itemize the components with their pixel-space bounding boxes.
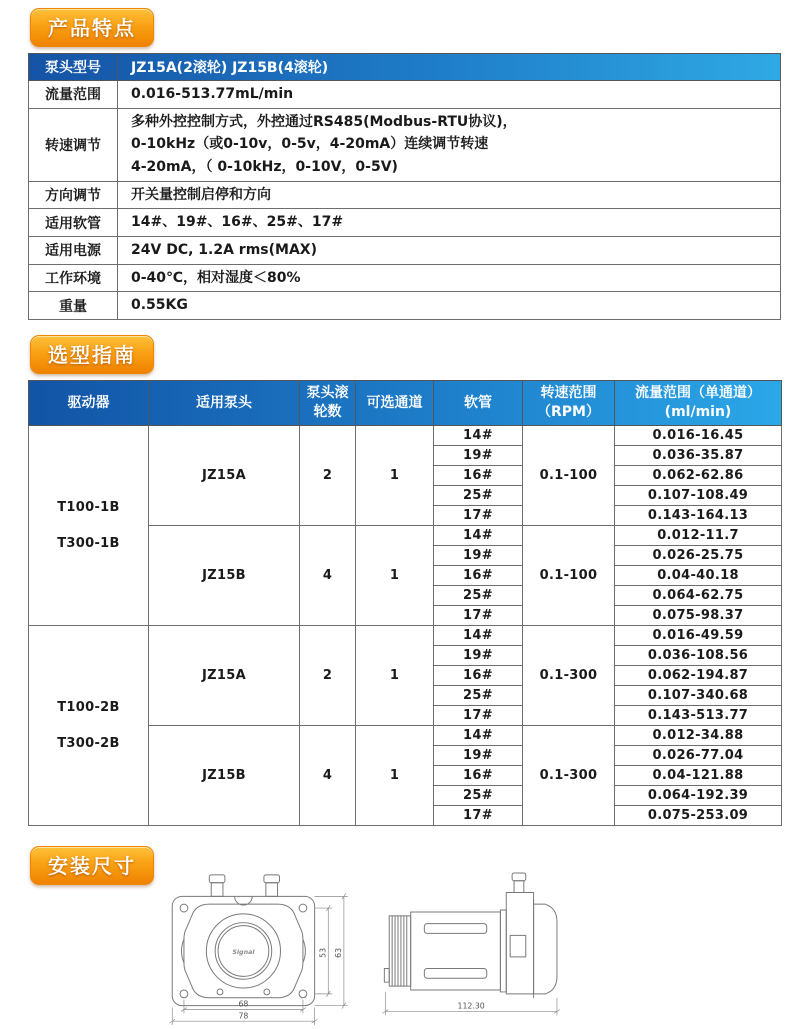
- column-header: [523, 381, 615, 426]
- spec-label: 方向调节: [29, 181, 118, 209]
- cell-tubing: 16#: [434, 566, 523, 586]
- spec-value-line: 14#、19#、16#、25#、17#: [131, 214, 344, 231]
- spec-label: 流量范围: [29, 81, 118, 109]
- cell-rollers: 4: [300, 726, 356, 826]
- cell-flow: 0.143-164.13: [615, 506, 782, 526]
- cell-flow: 0.075-253.09: [615, 806, 782, 826]
- spec-value: [118, 264, 781, 292]
- features-row: [29, 237, 781, 265]
- port-cap-icon: [264, 875, 280, 883]
- port-stem-icon: [266, 883, 278, 897]
- driver-line: T100-2B: [57, 700, 120, 716]
- column-header: [300, 381, 356, 426]
- cell-tubing: 17#: [434, 806, 523, 826]
- cell-tubing: 16#: [434, 666, 523, 686]
- cell-rollers: 4: [300, 526, 356, 626]
- cell-flow: 0.064-192.39: [615, 786, 782, 806]
- spec-value: [118, 292, 781, 320]
- section-badge-features: 产品特点: [30, 8, 154, 47]
- selection-table: [28, 380, 782, 826]
- cell-rollers: 2: [300, 426, 356, 526]
- cell-flow: 0.026-25.75: [615, 546, 782, 566]
- spec-value: [118, 108, 781, 181]
- cell-driver: [29, 426, 149, 626]
- spec-value: [118, 237, 781, 265]
- spec-label: 适用电源: [29, 237, 118, 265]
- cell-flow: 0.107-340.68: [615, 686, 782, 706]
- cell-tubing: 16#: [434, 466, 523, 486]
- selection-header-row: [29, 381, 782, 426]
- dimension-label: 78: [238, 1011, 249, 1021]
- features-header-row: [29, 54, 781, 81]
- cell-tubing: 19#: [434, 446, 523, 466]
- column-header-line: 软管: [464, 394, 492, 411]
- features-row: [29, 181, 781, 209]
- cell-tubing: 14#: [434, 526, 523, 546]
- spec-value-line: 0.016-513.77mL/min: [131, 86, 294, 102]
- port-stem-icon: [211, 883, 223, 897]
- cell-flow: 0.107-108.49: [615, 486, 782, 506]
- column-header: [29, 381, 149, 426]
- cell-tubing: 17#: [434, 706, 523, 726]
- cell-tubing: 25#: [434, 586, 523, 606]
- cell-flow: 0.04-40.18: [615, 566, 782, 586]
- column-header: [434, 381, 523, 426]
- dimension-label: 112.30: [457, 1001, 485, 1011]
- spec-value: JZ15A(2滚轮) JZ15B(4滚轮): [118, 54, 781, 81]
- cell-tubing: 25#: [434, 686, 523, 706]
- port-cap-icon: [209, 875, 225, 883]
- installation-drawings: [158, 871, 800, 1029]
- cell-flow: 0.064-62.75: [615, 586, 782, 606]
- spec-label: 转速调节: [29, 108, 118, 181]
- cell-flow: 0.016-16.45: [615, 426, 782, 446]
- column-header-line: 驱动器: [67, 394, 110, 411]
- cell-pump: JZ15A: [149, 426, 300, 526]
- cell-flow: 0.026-77.04: [615, 746, 782, 766]
- cell-tubing: 19#: [434, 546, 523, 566]
- cell-rollers: 2: [300, 626, 356, 726]
- side-view-drawing: [377, 871, 577, 1029]
- cell-channels: 1: [356, 426, 434, 526]
- cell-driver: [29, 626, 149, 826]
- cell-tubing: 17#: [434, 506, 523, 526]
- features-row: [29, 81, 781, 109]
- cell-channels: 1: [356, 526, 434, 626]
- spec-value-line: 多种外控控制方式，外控通过RS485(Modbus-RTU协议)，: [131, 113, 517, 130]
- spec-value-line: 24V DC, 1.2A rms(MAX): [131, 242, 317, 259]
- cell-tubing: 14#: [434, 426, 523, 446]
- cell-flow: 0.012-11.7: [615, 526, 782, 546]
- column-header: [149, 381, 300, 426]
- features-row: [29, 209, 781, 237]
- dimension-label: 68: [238, 999, 249, 1009]
- pump-head-side: [534, 904, 557, 994]
- cell-flow: 0.016-49.59: [615, 626, 782, 646]
- spec-label: 泵头型号: [29, 54, 118, 81]
- spec-label: 适用软管: [29, 209, 118, 237]
- spec-value-line: 4-20mA，（ 0-10kHz，0-10V，0-5V): [131, 159, 398, 176]
- cell-tubing: 16#: [434, 766, 523, 786]
- spec-value: [118, 209, 781, 237]
- cell-pump: JZ15B: [149, 526, 300, 626]
- cell-flow: 0.062-62.86: [615, 466, 782, 486]
- spec-value: [118, 81, 781, 109]
- driver-line: T300-1B: [57, 535, 120, 551]
- cell-flow: 0.036-35.87: [615, 446, 782, 466]
- cell-flow: 0.143-513.77: [615, 706, 782, 726]
- brand-logo: Signal: [232, 948, 255, 956]
- section-badge-dimensions: 安装尺寸: [30, 846, 154, 885]
- spec-label: 重量: [29, 292, 118, 320]
- cell-tubing: 14#: [434, 726, 523, 746]
- driver-line: T100-1B: [57, 500, 120, 516]
- column-header-line: 适用泵头: [196, 394, 252, 411]
- cell-tubing: 14#: [434, 626, 523, 646]
- cell-channels: 1: [356, 626, 434, 726]
- spec-value-line: 0-10kHz（或0-10v，0-5v，4-20mA）连续调节转速: [131, 136, 489, 153]
- table-row: [29, 426, 782, 446]
- dimension-label: 53: [318, 948, 328, 958]
- cell-tubing: 25#: [434, 786, 523, 806]
- cell-speed: 0.1-100: [523, 526, 615, 626]
- cell-flow: 0.04-121.88: [615, 766, 782, 786]
- column-header-line: （RPM）: [537, 404, 600, 421]
- column-header: [356, 381, 434, 426]
- spec-value-line: 0.55KG: [131, 297, 188, 314]
- column-header-line: 流量范围（单通道）: [635, 385, 761, 402]
- column-header-line: 转速范围: [540, 385, 597, 402]
- features-row: [29, 108, 781, 181]
- cell-tubing: 19#: [434, 646, 523, 666]
- dimension-label: 63: [333, 948, 343, 958]
- cell-flow: 0.075-98.37: [615, 606, 782, 626]
- front-view-drawing: [158, 871, 363, 1029]
- cell-flow: 0.036-108.56: [615, 646, 782, 666]
- table-row: [29, 626, 782, 646]
- column-header-line: 泵头滚: [306, 385, 349, 402]
- cell-pump: JZ15B: [149, 726, 300, 826]
- features-row: [29, 292, 781, 320]
- cell-channels: 1: [356, 726, 434, 826]
- spec-value-line: 0-40℃，相对湿度＜80%: [131, 269, 301, 286]
- spec-label: 工作环境: [29, 264, 118, 292]
- cell-tubing: 17#: [434, 606, 523, 626]
- cell-flow: 0.012-34.88: [615, 726, 782, 746]
- cell-tubing: 19#: [434, 746, 523, 766]
- features-row: [29, 264, 781, 292]
- cell-speed: 0.1-300: [523, 626, 615, 726]
- spec-value-line: 开关量控制启停和方向: [131, 186, 271, 203]
- cell-flow: 0.062-194.87: [615, 666, 782, 686]
- driver-line: T300-2B: [57, 735, 120, 751]
- column-header-line: (ml/min): [664, 404, 732, 421]
- cell-pump: JZ15A: [149, 626, 300, 726]
- column-header: [615, 381, 782, 426]
- spec-value: [118, 181, 781, 209]
- column-header-line: 轮数: [313, 404, 342, 421]
- cell-speed: 0.1-300: [523, 726, 615, 826]
- cell-tubing: 25#: [434, 486, 523, 506]
- column-header-line: 可选通道: [366, 394, 423, 411]
- section-badge-selection: 选型指南: [30, 335, 154, 374]
- cell-speed: 0.1-100: [523, 426, 615, 526]
- features-table: [28, 53, 781, 320]
